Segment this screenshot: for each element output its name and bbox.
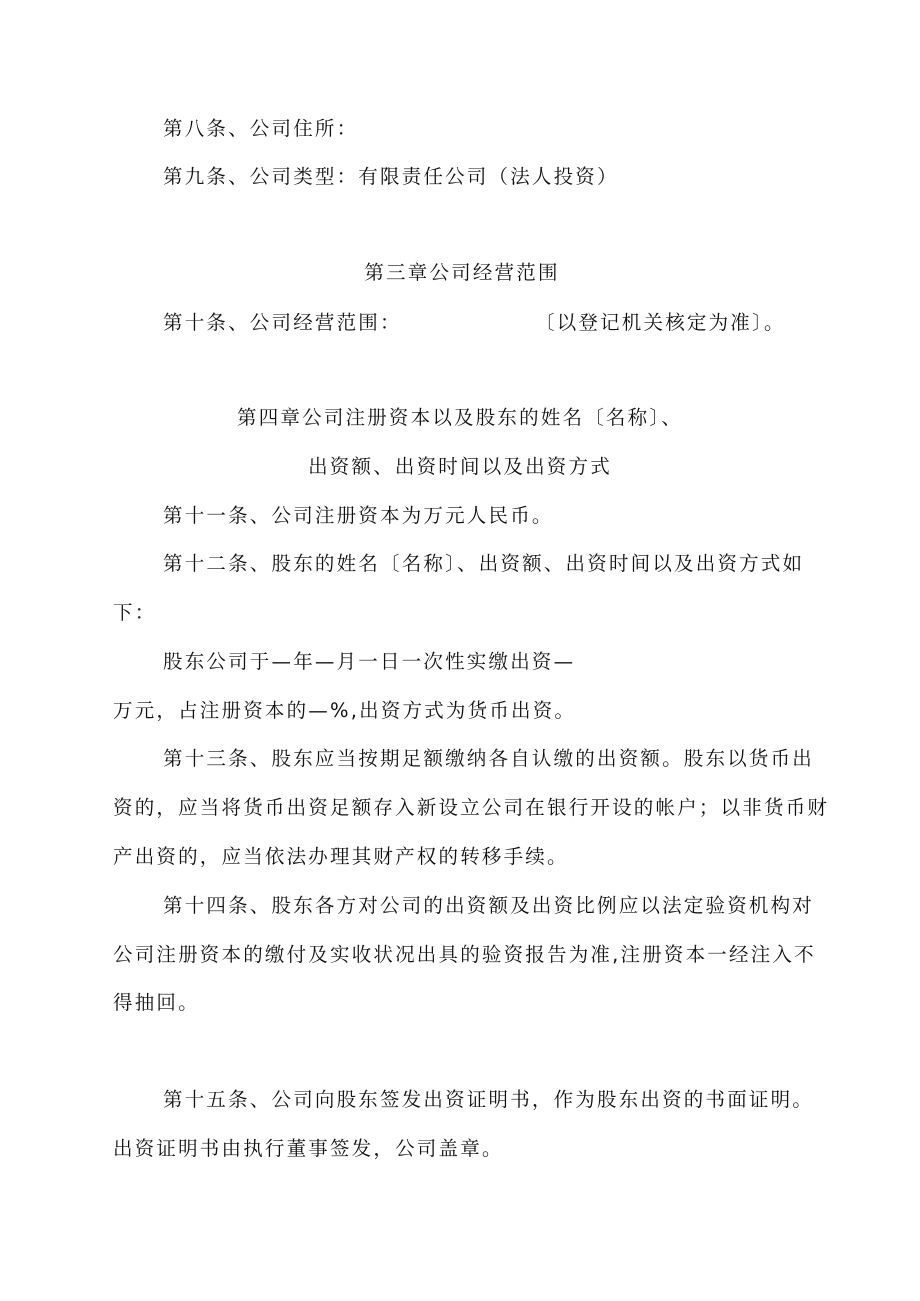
article-14-text-3: 得抽回。 [113,991,200,1014]
article-11-text: 第十一条、公司注册资本为万元人民币。 [163,504,554,527]
article-13-line-2 [0,794,920,822]
shareholder-clause-line-1 [0,648,920,676]
chapter-3-heading [0,259,920,287]
article-14-line-2 [0,941,920,969]
article-12-line-2 [0,599,920,627]
article-8-text: 第八条、公司住所： [163,117,359,140]
chapter-4-heading-line-1 [0,404,920,432]
chapter-3-title: 第三章公司经营范围 [364,261,560,284]
article-12-text-2: 下： [113,601,157,624]
article-9-text: 第九条、公司类型：有限责任公司（法人投资） [163,165,619,188]
article-10-note: 〔以登记机关核定为准〕。 [535,311,786,334]
article-14-line-1 [0,892,920,920]
article-9 [0,163,920,191]
article-15-text-2: 出资证明书由执行董事签发，公司盖章。 [113,1137,504,1160]
chapter-4-title-line-1: 第四章公司注册资本以及股东的姓名〔名称〕、 [237,406,683,429]
article-14-text-1: 第十四条、股东各方对公司的出资额及出资比例应以法定验资机构对 [163,894,815,917]
article-15-line-2 [0,1135,920,1163]
shareholder-clause-line-2 [0,697,920,725]
article-13-line-3 [0,843,920,871]
article-12-line-1 [0,550,920,578]
shareholder-clause-text-1: 股东公司于—年—月一日一次性实缴出资— [163,650,576,673]
article-10-label: 第十条、公司经营范围： [163,311,402,334]
shareholder-clause-text-2: 万元，占注册资本的—%,出资方式为货币出资。 [113,699,577,722]
chapter-4-title-line-2: 出资额、出资时间以及出资方式 [308,455,612,478]
article-15-text-1: 第十五条、公司向股东签发出资证明书，作为股东出资的书面证明。 [163,1088,815,1111]
article-15-line-1 [0,1086,920,1114]
article-10-note-line [535,309,786,337]
article-14-line-3 [0,989,920,1017]
article-14-text-2: 公司注册资本的缴付及实收状况出具的验资报告为准,注册资本一经注入不 [113,943,816,966]
chapter-4-heading-line-2 [0,453,920,481]
article-8 [0,115,920,143]
article-13-text-3: 产出资的，应当依法办理其财产权的转移手续。 [113,845,569,868]
article-12-text-1: 第十二条、股东的姓名〔名称〕、出资额、出资时间以及出资方式如 [163,552,805,575]
article-13-text-1: 第十三条、股东应当按期足额缴纳各自认缴的出资额。股东以货币出 [163,747,815,770]
article-13-line-1 [0,745,920,773]
article-11 [0,502,920,530]
article-13-text-2: 资的，应当将货币出资足额存入新设立公司在银行开设的帐户；以非货币财 [113,796,830,819]
